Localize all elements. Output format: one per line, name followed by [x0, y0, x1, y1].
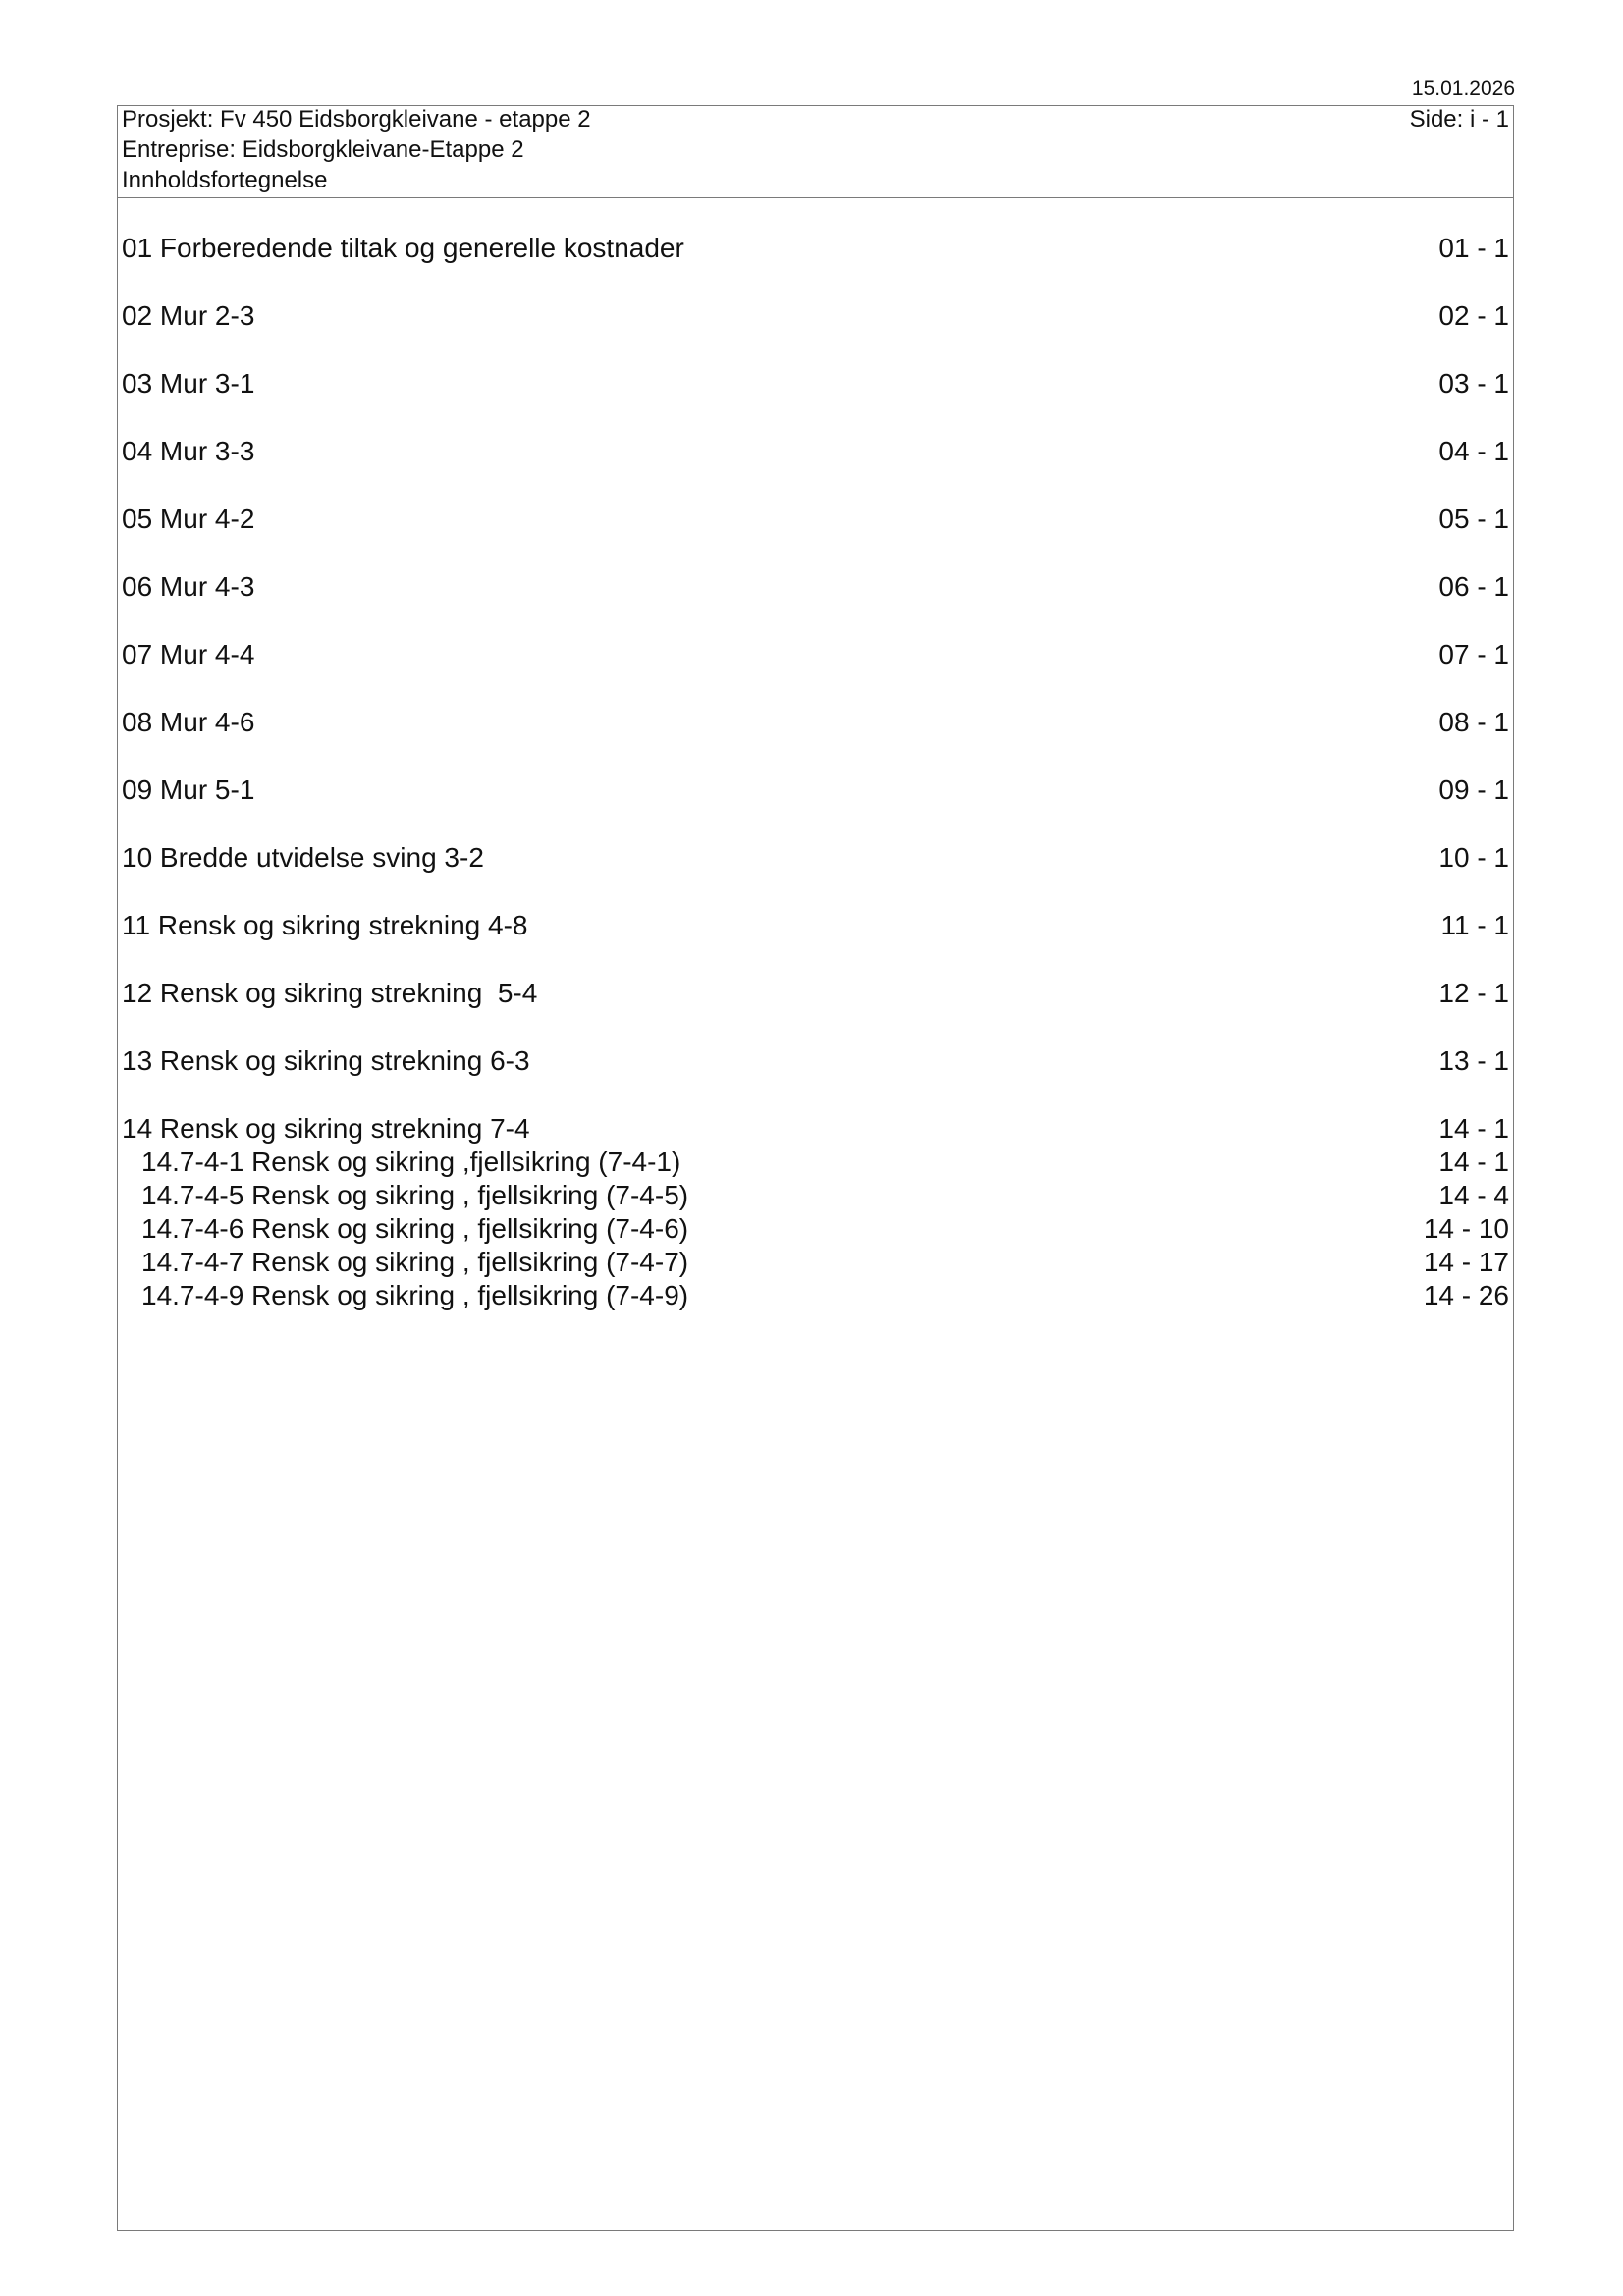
toc-subentry-page: 14 - 10 — [1423, 1213, 1509, 1244]
toc-entry-07[interactable] — [122, 638, 1509, 671]
document-title: Innholdsfortegnelse — [122, 167, 328, 193]
toc-entry-page: 02 - 1 — [1438, 300, 1509, 331]
toc-entry-11[interactable] — [122, 909, 1509, 942]
toc-entry-page: 04 - 1 — [1438, 436, 1509, 466]
toc-entry-12[interactable] — [122, 977, 1509, 1010]
toc-entry-title: 04 Mur 3-3 — [122, 436, 255, 466]
toc-entry-title: 11 Rensk og sikring strekning 4-8 — [122, 910, 528, 940]
contract-name: Entreprise: Eidsborgkleivane-Etappe 2 — [122, 136, 524, 163]
toc-entry-page: 14 - 1 — [1438, 1113, 1509, 1144]
toc-subentry-title: 14.7-4-9 Rensk og sikring , fjellsikring (7-4-9) — [141, 1280, 689, 1310]
toc-entry-title: 12 Rensk og sikring strekning 5-4 — [122, 978, 538, 1008]
toc-subentry-7-4-6[interactable] — [122, 1212, 1509, 1246]
toc-entry-14[interactable] — [122, 1112, 1509, 1146]
toc-entry-page: 11 - 1 — [1440, 910, 1509, 940]
toc-entry-title: 13 Rensk og sikring strekning 6-3 — [122, 1045, 530, 1076]
toc-subentry-7-4-1[interactable] — [122, 1146, 1509, 1179]
project-name: Prosjekt: Fv 450 Eidsborgkleivane - etappe 2 — [122, 106, 591, 133]
toc-entry-13[interactable] — [122, 1044, 1509, 1078]
page-number: Side: i - 1 — [1409, 106, 1509, 133]
toc-entry-01[interactable] — [122, 232, 1509, 265]
toc-subentry-7-4-7[interactable] — [122, 1246, 1509, 1279]
toc-subentry-page: 14 - 17 — [1423, 1247, 1509, 1277]
toc-entry-title: 03 Mur 3-1 — [122, 368, 255, 399]
toc-entry-page: 10 - 1 — [1438, 842, 1509, 873]
toc-entry-page: 07 - 1 — [1438, 639, 1509, 669]
toc-entry-04[interactable] — [122, 435, 1509, 468]
toc-subentry-title: 14.7-4-6 Rensk og sikring , fjellsikring (7-4-6) — [141, 1213, 689, 1244]
toc-subentry-title: 14.7-4-5 Rensk og sikring , fjellsikring (7-4-5) — [141, 1180, 689, 1210]
page-frame — [117, 105, 1514, 2231]
toc-entry-page: 03 - 1 — [1438, 368, 1509, 399]
toc-entry-10[interactable] — [122, 841, 1509, 875]
toc-entry-09[interactable] — [122, 774, 1509, 807]
toc-entry-06[interactable] — [122, 570, 1509, 604]
toc-entry-title: 02 Mur 2-3 — [122, 300, 255, 331]
toc-entry-08[interactable] — [122, 706, 1509, 739]
toc-entry-03[interactable] — [122, 367, 1509, 400]
document-date: 15.01.2026 — [1411, 78, 1515, 100]
toc-subentry-title: 14.7-4-1 Rensk og sikring ,fjellsikring (7-4-1) — [141, 1147, 681, 1177]
toc-entry-title: 06 Mur 4-3 — [122, 571, 255, 602]
toc-entry-page: 09 - 1 — [1438, 774, 1509, 805]
toc-entry-05[interactable] — [122, 503, 1509, 536]
toc-entry-title: 14 Rensk og sikring strekning 7-4 — [122, 1113, 530, 1144]
toc-entry-page: 12 - 1 — [1438, 978, 1509, 1008]
toc-subentry-7-4-5[interactable] — [122, 1179, 1509, 1212]
toc-subentry-7-4-9[interactable] — [122, 1279, 1509, 1312]
toc-subentry-page: 14 - 4 — [1438, 1180, 1509, 1210]
toc-entry-title: 09 Mur 5-1 — [122, 774, 255, 805]
toc-entry-title: 01 Forberedende tiltak og generelle kostnader — [122, 233, 684, 263]
toc-subentry-page: 14 - 1 — [1438, 1147, 1509, 1177]
toc-entry-page: 06 - 1 — [1438, 571, 1509, 602]
toc-entry-page: 05 - 1 — [1438, 504, 1509, 534]
page-header — [118, 106, 1513, 198]
toc-subentry-page: 14 - 26 — [1423, 1280, 1509, 1310]
toc-entry-page: 01 - 1 — [1438, 233, 1509, 263]
toc-entry-02[interactable] — [122, 299, 1509, 333]
toc-entry-title: 07 Mur 4-4 — [122, 639, 255, 669]
toc-entry-page: 13 - 1 — [1438, 1045, 1509, 1076]
toc-entry-title: 05 Mur 4-2 — [122, 504, 255, 534]
toc-subentry-title: 14.7-4-7 Rensk og sikring , fjellsikring (7-4-7) — [141, 1247, 689, 1277]
toc-entry-title: 10 Bredde utvidelse sving 3-2 — [122, 842, 484, 873]
toc-entry-title: 08 Mur 4-6 — [122, 707, 255, 737]
toc-entry-page: 08 - 1 — [1438, 707, 1509, 737]
